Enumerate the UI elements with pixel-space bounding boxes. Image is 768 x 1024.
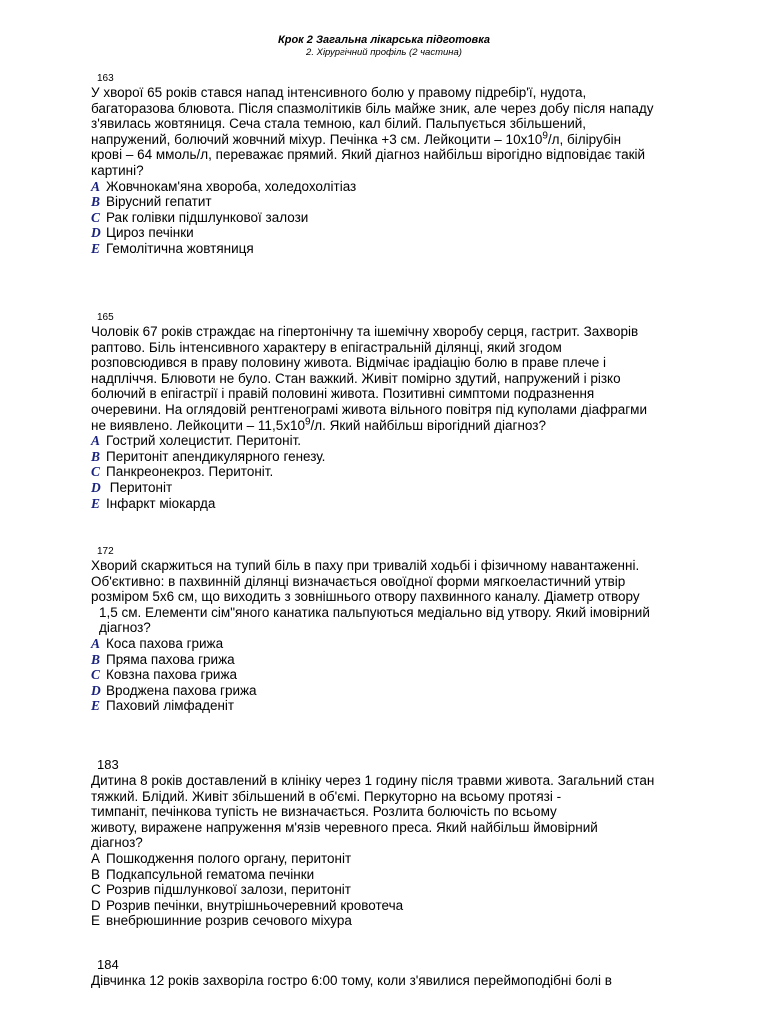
answer-option [91,667,691,683]
question-172 [91,546,691,714]
option-letter: C [91,209,101,225]
option-text: Перитоніт апендикулярного генезу. [106,448,326,464]
option-letter: C [91,464,101,480]
question-number: 183 [97,757,119,772]
question-number: 172 [97,546,114,557]
option-letter: B [91,448,101,464]
option-text: Пошкодження полого органу, перитоніт [106,850,352,866]
question-number: 163 [97,73,114,84]
answer-option [91,225,691,241]
option-text: внебрюшинние розрив сечового міхура [106,913,352,929]
question-text: У хворої 65 років стався напад інтенсивного болю у правому підребір'ї, нудота, багаторазова блювота. Після спазмолітиків біль майже зник, але через добу після нападу з'явилась жовтяниця. Сеча стала темною, кал білий. Пальпується збільшений, напружений, болючий жовчний міхур. Печінка +3 см. Лейкоцити – $10х10^9/л$, білірубін крові – 64 ммоль/л, переважає прямий. Який діагноз найбільш вірогідно відповідає такій картині? [91,85,654,178]
option-text: Інфаркт міокарда [106,495,216,511]
question-165 [91,312,691,511]
option-letter: A [91,850,101,866]
question-number: 165 [97,312,114,323]
option-text: Перитоніт [106,479,173,495]
answer-options [91,636,691,714]
answer-options [91,179,691,257]
option-letter: B [91,866,101,882]
option-text: Подкапсульной гематома печінки [106,866,315,882]
option-text: Пряма пахова грижа [106,651,235,667]
option-letter: E [91,913,101,929]
option-text: Рак голівки підшлункової залози [106,209,309,225]
answer-option [91,210,691,226]
option-text: Гострий холецистит. Перитоніт. [106,433,302,449]
option-text: Цироз печінки [106,225,194,241]
page-title: Крок 2 Загальна лікарська підготовка [277,34,491,46]
question-text: Дитина 8 років доставлений в клініку через 1 годину після травми живота. Загальний стан тяжкий. Блідий. Живіт збільшений в об'ємі. Перкуторно на всьому протязі - тимпаніт, печінкова тупість не визначається. Розлита болючість по всьому животу, виражене напруження м'язів черевного преса. Який найбільш ймовірний діагноз? [91,773,655,851]
answer-option [91,683,691,699]
option-text: Розрив підшлункової залози, перитоніт [106,882,351,898]
option-letter: E [91,495,101,511]
answer-option [91,898,691,914]
page-subtitle: 2. Хірургічний профіль (2 частина) [306,47,462,58]
answer-options [91,851,691,929]
option-letter: D [91,225,101,241]
answer-option [91,480,691,496]
option-letter: A [91,635,101,651]
answer-option [91,464,691,480]
question-183 [91,757,691,929]
answer-option [91,882,691,898]
answer-option [91,449,691,465]
answer-option [91,636,691,652]
answer-option [91,241,691,257]
option-text: Панкреонекроз. Перитоніт. [106,464,274,480]
option-text: Ковзна пахова грижа [106,667,238,683]
answer-options [91,433,691,511]
option-text: Жовчнокам'яна хвороба, холедохолітіаз [106,178,357,194]
answer-option [91,194,691,210]
option-letter: B [91,651,101,667]
question-text: Дівчинка 12 років захворіла гостро 6:00 тому, коли з'явилися переймоподібні болі в [91,973,612,988]
question-184 [91,957,691,989]
answer-option [91,913,691,929]
question-text: Чоловік 67 років страждає на гіпертонічну та ішемічну хворобу серця, гастрит. Захворів раптово. Біль інтенсивного характеру в епігастральній ділянці, який згодом розповсюдився в праву половину живота. Відмічає ірадіацію болю в праве плече і надпліччя. Блювоти не було. Стан важкий. Живіт помірно здутий, напружений і різко болючий в епігастрії і правій половині живота. Позитивні симптоми подразнення очеревини. На оглядовій рентгенограмі живота вільного повітря під куполами діафрагми не виявлено. Лейкоцити – $11,5х10^9/л$. Який найбільш вірогідний діагноз? [91,324,647,433]
answer-option [91,496,691,512]
answer-option [91,179,691,195]
option-letter: A [91,178,101,194]
option-letter: B [91,194,101,210]
question-number: 184 [97,957,119,972]
option-letter: D [91,682,101,698]
answer-option [91,851,691,867]
answer-option [91,433,691,449]
option-text: Вроджена пахова грижа [106,682,257,698]
option-text: Розрив печінки, внутрішньочеревний кровотеча [106,897,404,913]
question-text: Хворий скаржиться на тупий біль в паху при тривалій ходьбі і фізичному навантаженні. Об'єктивно: в пахвинній ділянці визначається овоїдної форми мягкоеластичний утвір розміром 5х6 см, що виходить з зовнішнього отвору пахвинного каналу. Діаметр отвору 1,5 см. Елементи сім"яного канатика пальпуються медіально від утвору. Який імовірний діагноз? [91,558,650,636]
option-letter: A [91,433,101,449]
question-163 [91,73,691,257]
option-letter: C [91,882,101,898]
answer-option [91,652,691,668]
answer-option [91,698,691,714]
option-letter: D [91,897,101,913]
option-text: Коса пахова грижа [106,635,224,651]
answer-option [91,867,691,883]
option-letter: E [91,240,101,256]
option-text: Вірусний гепатит [106,194,212,210]
option-letter: C [91,667,101,683]
option-text: Паховий лімфаденіт [106,698,235,714]
option-text: Гемолітична жовтяниця [106,240,254,256]
option-letter: E [91,698,101,714]
option-letter: D [91,479,101,495]
